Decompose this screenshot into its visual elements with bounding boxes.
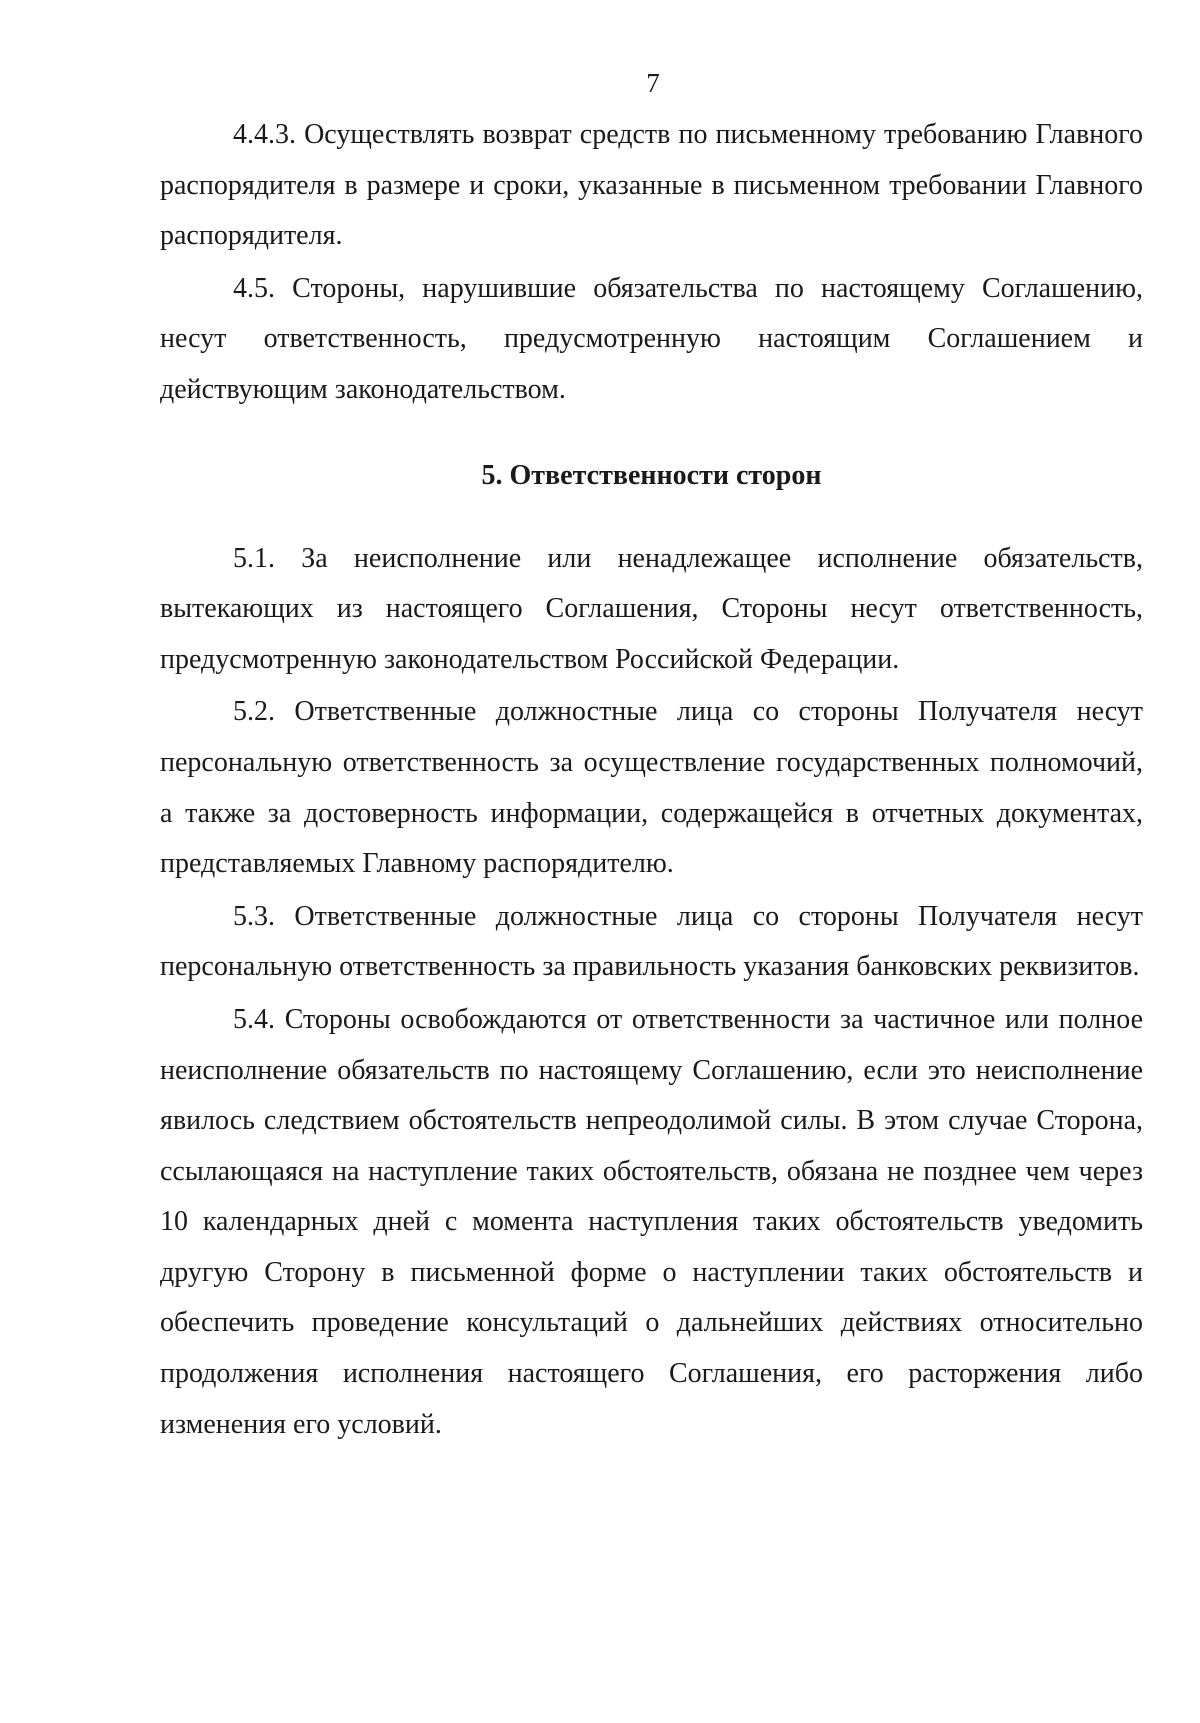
clause-4-5: 4.5. Стороны, нарушившие обязательства по настоящему Соглашению, несут ответственность, предусмотренную настоящим Соглашением и действующим законодательством. [160,272,1143,405]
clause-5-4: 5.4. Стороны освобождаются от ответственности за частичное или полное неисполнение обязательств по настоящему Соглашению, если это неисполнение явилось следствием обстоятельств непреодолимой силы. В этом случае Сторона, ссылающаяся на наступление таких обстоятельств, обязана не позднее чем через 10 календарных дней с момента наступления таких обстоятельств уведомить другую Сторону в письменной форме о наступлении таких обстоятельств и обеспечить проведение консультаций о дальнейших действиях относительно продолжения исполнения настоящего Соглашения, его расторжения либо изменения его условий. [160,1003,1143,1440]
clause-4-4-3: 4.4.3. Осуществлять возврат средств по письменному требованию Главного распорядителя в размере и сроки, указанные в письменном требовании Главного распорядителя. [160,119,1143,252]
clause-5-2: 5.2. Ответственные должностные лица со стороны Получателя несут персональную ответственность за осуществление государственных полномочий, а также за достоверность информации, содержащейся в отчетных документах, представляемых Главному распорядителю. [160,696,1143,880]
clause-5-1: 5.1. За неисполнение или ненадлежащее исполнение обязательств, вытекающих из настоящего Соглашения, Стороны несут ответственность, предусмотренную законодательством Российской Федерации. [160,542,1143,675]
document-body [160,110,1143,1450]
clause-5-3: 5.3. Ответственные должностные лица со стороны Получателя несут персональную ответственность за правильность указания банковских реквизитов. [160,900,1143,983]
section-5-heading: 5. Ответственности сторон [481,459,822,491]
page-number: 7 [646,68,660,98]
